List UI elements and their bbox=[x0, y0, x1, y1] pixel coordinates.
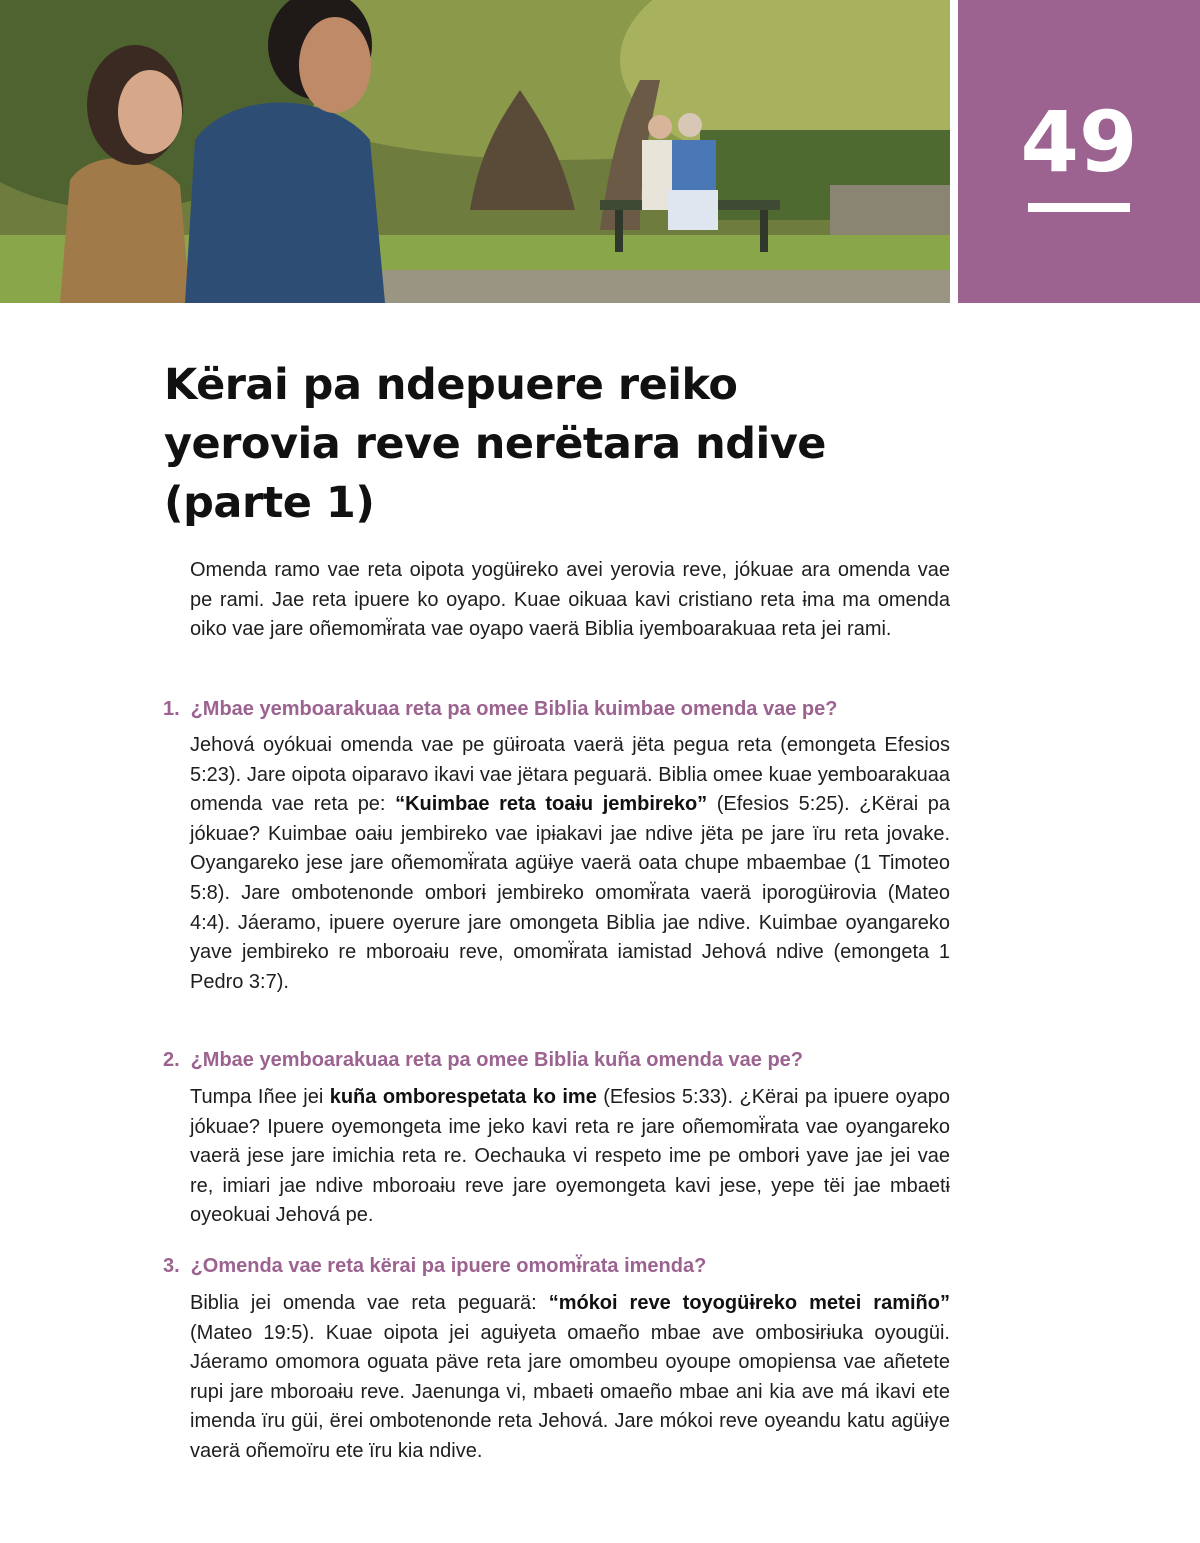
lesson-number: 49 bbox=[1020, 93, 1138, 191]
answer-paragraph-3 bbox=[190, 1289, 950, 1467]
question-number: 2. bbox=[163, 1049, 180, 1071]
answer-text: Tumpa Iñee jei bbox=[190, 1086, 330, 1108]
question-heading-3 bbox=[163, 1252, 963, 1280]
question-number: 3. bbox=[163, 1255, 180, 1277]
question-text: ¿Omenda vae reta kërai pa ipuere omomɨ̈rata imenda? bbox=[190, 1255, 707, 1277]
intro-paragraph: Omenda ramo vae reta oipota yogüɨreko avei yerovia reve, jókuae ara omenda vae pe rami. Jae reta ipuere ko oyapo. Kuae oikuaa kavi cristiano reta ɨma ma omenda oiko vae jare oñemomɨ̈rata vae oyapo vaerä Biblia iyemboarakuaa reta jei rami. bbox=[190, 559, 950, 641]
answer-paragraph-1 bbox=[190, 731, 950, 997]
question-number: 1. bbox=[163, 698, 180, 720]
answer-text: Biblia jei omenda vae reta peguarä: bbox=[190, 1292, 549, 1314]
answer-text: Jehová oyókuai omenda vae pe güɨroata vaerä jëta pegua reta (emongeta Efesios 5:23). Jare oipota oiparavo ikavi vae jëtara peguarä. Biblia omee kuae yemboarakuaa omenda vae reta pe: bbox=[190, 734, 950, 816]
question-heading-2 bbox=[163, 1046, 963, 1074]
question-text: ¿Mbae yemboarakuaa reta pa omee Biblia kuimbae omenda vae pe? bbox=[190, 698, 838, 720]
hero-photo bbox=[0, 0, 950, 303]
answer-emphasis: “mókoi reve toyogüɨreko metei ramiño” bbox=[548, 1292, 950, 1314]
lesson-number-badge bbox=[958, 0, 1200, 303]
answer-text: (Efesios 5:25). ¿Kërai pa jókuae? Kuimbae oaɨu jembireko vae ipɨakavi jae ndive jëta pe jare ïru reta jovake. Oyangareko jese jare oñemomɨ̈rata agüɨye vaerä oata chupe mbaembae (1 Timoteo 5:8). Jare ombotenonde omborɨ jembireko omomɨ̈rata vaerä iporogüɨrovia (Mateo 4:4). Jáeramo, ipuere oyerure jare omongeta Biblia jae ndive. Kuimbae oyangareko yave jembireko re mboroaɨu reve, omomɨ̈rata iamistad Jehová ndive (emongeta 1 Pedro 3:7). bbox=[190, 793, 951, 993]
question-heading-1 bbox=[163, 695, 963, 723]
answer-text: (Mateo 19:5). Kuae oipota jei aguɨyeta omaeño mbae ave ombosɨrɨuka oyougüi. Jáeramo omomora oguata päve reta jare omombeu oyoupe omopiensa vae añetete rupi jare mboroaɨu reve. Jaenunga vi, mbaetɨ omaeño mbae ani kia ave má ikavi ete imenda ïru güi, ërei ombotenonde reta Jehová. Jare mókoi reve oyeandu katu agüɨye vaerä oñemoïru ete ïru kia ndive. bbox=[190, 1321, 950, 1462]
answer-paragraph-2 bbox=[190, 1083, 950, 1231]
page-title: Kërai pa ndepuere reiko yerovia reve nerëtara ndive (parte 1) bbox=[164, 360, 826, 528]
answer-emphasis: “Kuimbae reta toaɨu jembireko” bbox=[395, 793, 708, 816]
question-text: ¿Mbae yemboarakuaa reta pa omee Biblia kuña omenda vae pe? bbox=[190, 1049, 804, 1071]
answer-emphasis: kuña omborespetata ko ime bbox=[329, 1086, 597, 1108]
answer-text: (Efesios 5:33). ¿Kërai pa ipuere oyapo jókuae? Ipuere oyemongeta ime jeko kavi reta re jare oñemomɨ̈rata vae oyangareko vaerä jese jare imichia reta re. Oechauka vi respeto ime pe omborɨ yave jae jei vae re, imiari jae ndive mboroaɨu reve jare oyemongeta kavi jese, yepe tëi jae mbaetɨ oyeokuai Jehová pe. bbox=[190, 1086, 951, 1227]
badge-underline bbox=[1028, 203, 1130, 212]
